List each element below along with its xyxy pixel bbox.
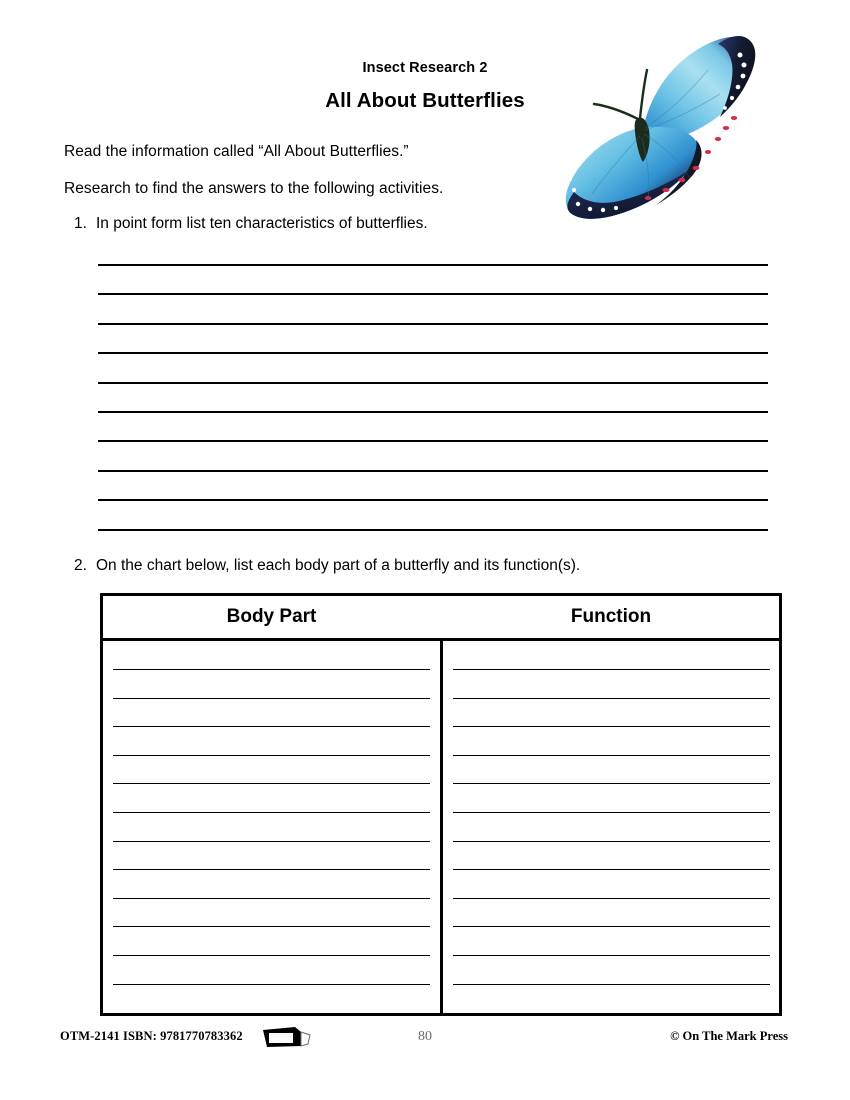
chart-column-header-body-part: Body Part [226, 606, 317, 627]
page-title: All About Butterflies [325, 89, 525, 112]
chart-write-line-body-part[interactable] [113, 955, 430, 956]
answer-line[interactable] [98, 440, 768, 442]
chart-write-line-function[interactable] [453, 755, 770, 756]
footer-copyright: © On The Mark Press [670, 1029, 788, 1043]
footer-catalog-code: OTM-2141 ISBN: 9781770783362 [60, 1029, 243, 1043]
answer-line[interactable] [98, 470, 768, 472]
chart-write-line-body-part[interactable] [113, 841, 430, 842]
chart-write-line-function[interactable] [453, 898, 770, 899]
chart-write-line-function[interactable] [453, 984, 770, 985]
chart-write-line-function[interactable] [453, 841, 770, 842]
page-kicker: Insect Research 2 [362, 60, 488, 76]
question-2-number: 2. [74, 557, 87, 574]
answer-line[interactable] [98, 499, 768, 501]
answer-line[interactable] [98, 382, 768, 384]
answer-line[interactable] [98, 293, 768, 295]
answer-line[interactable] [98, 264, 768, 266]
chart-write-line-function[interactable] [453, 812, 770, 813]
page-number: 80 [418, 1029, 432, 1044]
chart-write-line-body-part[interactable] [113, 898, 430, 899]
question-2-text: On the chart below, list each body part of a butterfly and its function(s). [96, 557, 581, 574]
question-2 [74, 557, 580, 575]
question-1 [74, 215, 428, 233]
chart-write-line-body-part[interactable] [113, 783, 430, 784]
chart-write-line-body-part[interactable] [113, 926, 430, 927]
chart-body [103, 641, 779, 1013]
chart-write-line-body-part[interactable] [113, 869, 430, 870]
chart-write-line-function[interactable] [453, 726, 770, 727]
answer-line[interactable] [98, 352, 768, 354]
chart-header-row [103, 596, 779, 641]
body-part-function-chart [100, 593, 782, 1016]
instruction-line-1: Read the information called “All About Butterflies.” [64, 143, 409, 160]
instruction-line-2: Research to find the answers to the following activities. [64, 180, 444, 197]
butterfly-image [548, 22, 802, 237]
chart-write-line-body-part[interactable] [113, 726, 430, 727]
chart-column-divider [440, 641, 443, 1013]
chart-write-line-function[interactable] [453, 783, 770, 784]
chart-write-line-function[interactable] [453, 955, 770, 956]
chart-write-line-function[interactable] [453, 698, 770, 699]
chart-write-line-function[interactable] [453, 926, 770, 927]
chart-write-line-body-part[interactable] [113, 812, 430, 813]
answer-line[interactable] [98, 411, 768, 413]
chart-write-line-body-part[interactable] [113, 669, 430, 670]
chart-write-line-function[interactable] [453, 869, 770, 870]
chart-column-header-function: Function [570, 606, 652, 627]
question-1-text: In point form list ten characteristics of butterflies. [96, 215, 428, 232]
question-1-number: 1. [74, 215, 87, 232]
answer-line[interactable] [98, 529, 768, 531]
chart-write-line-body-part[interactable] [113, 755, 430, 756]
answer-line[interactable] [98, 323, 768, 325]
chart-write-line-body-part[interactable] [113, 984, 430, 985]
chart-write-line-body-part[interactable] [113, 698, 430, 699]
chart-write-line-function[interactable] [453, 669, 770, 670]
